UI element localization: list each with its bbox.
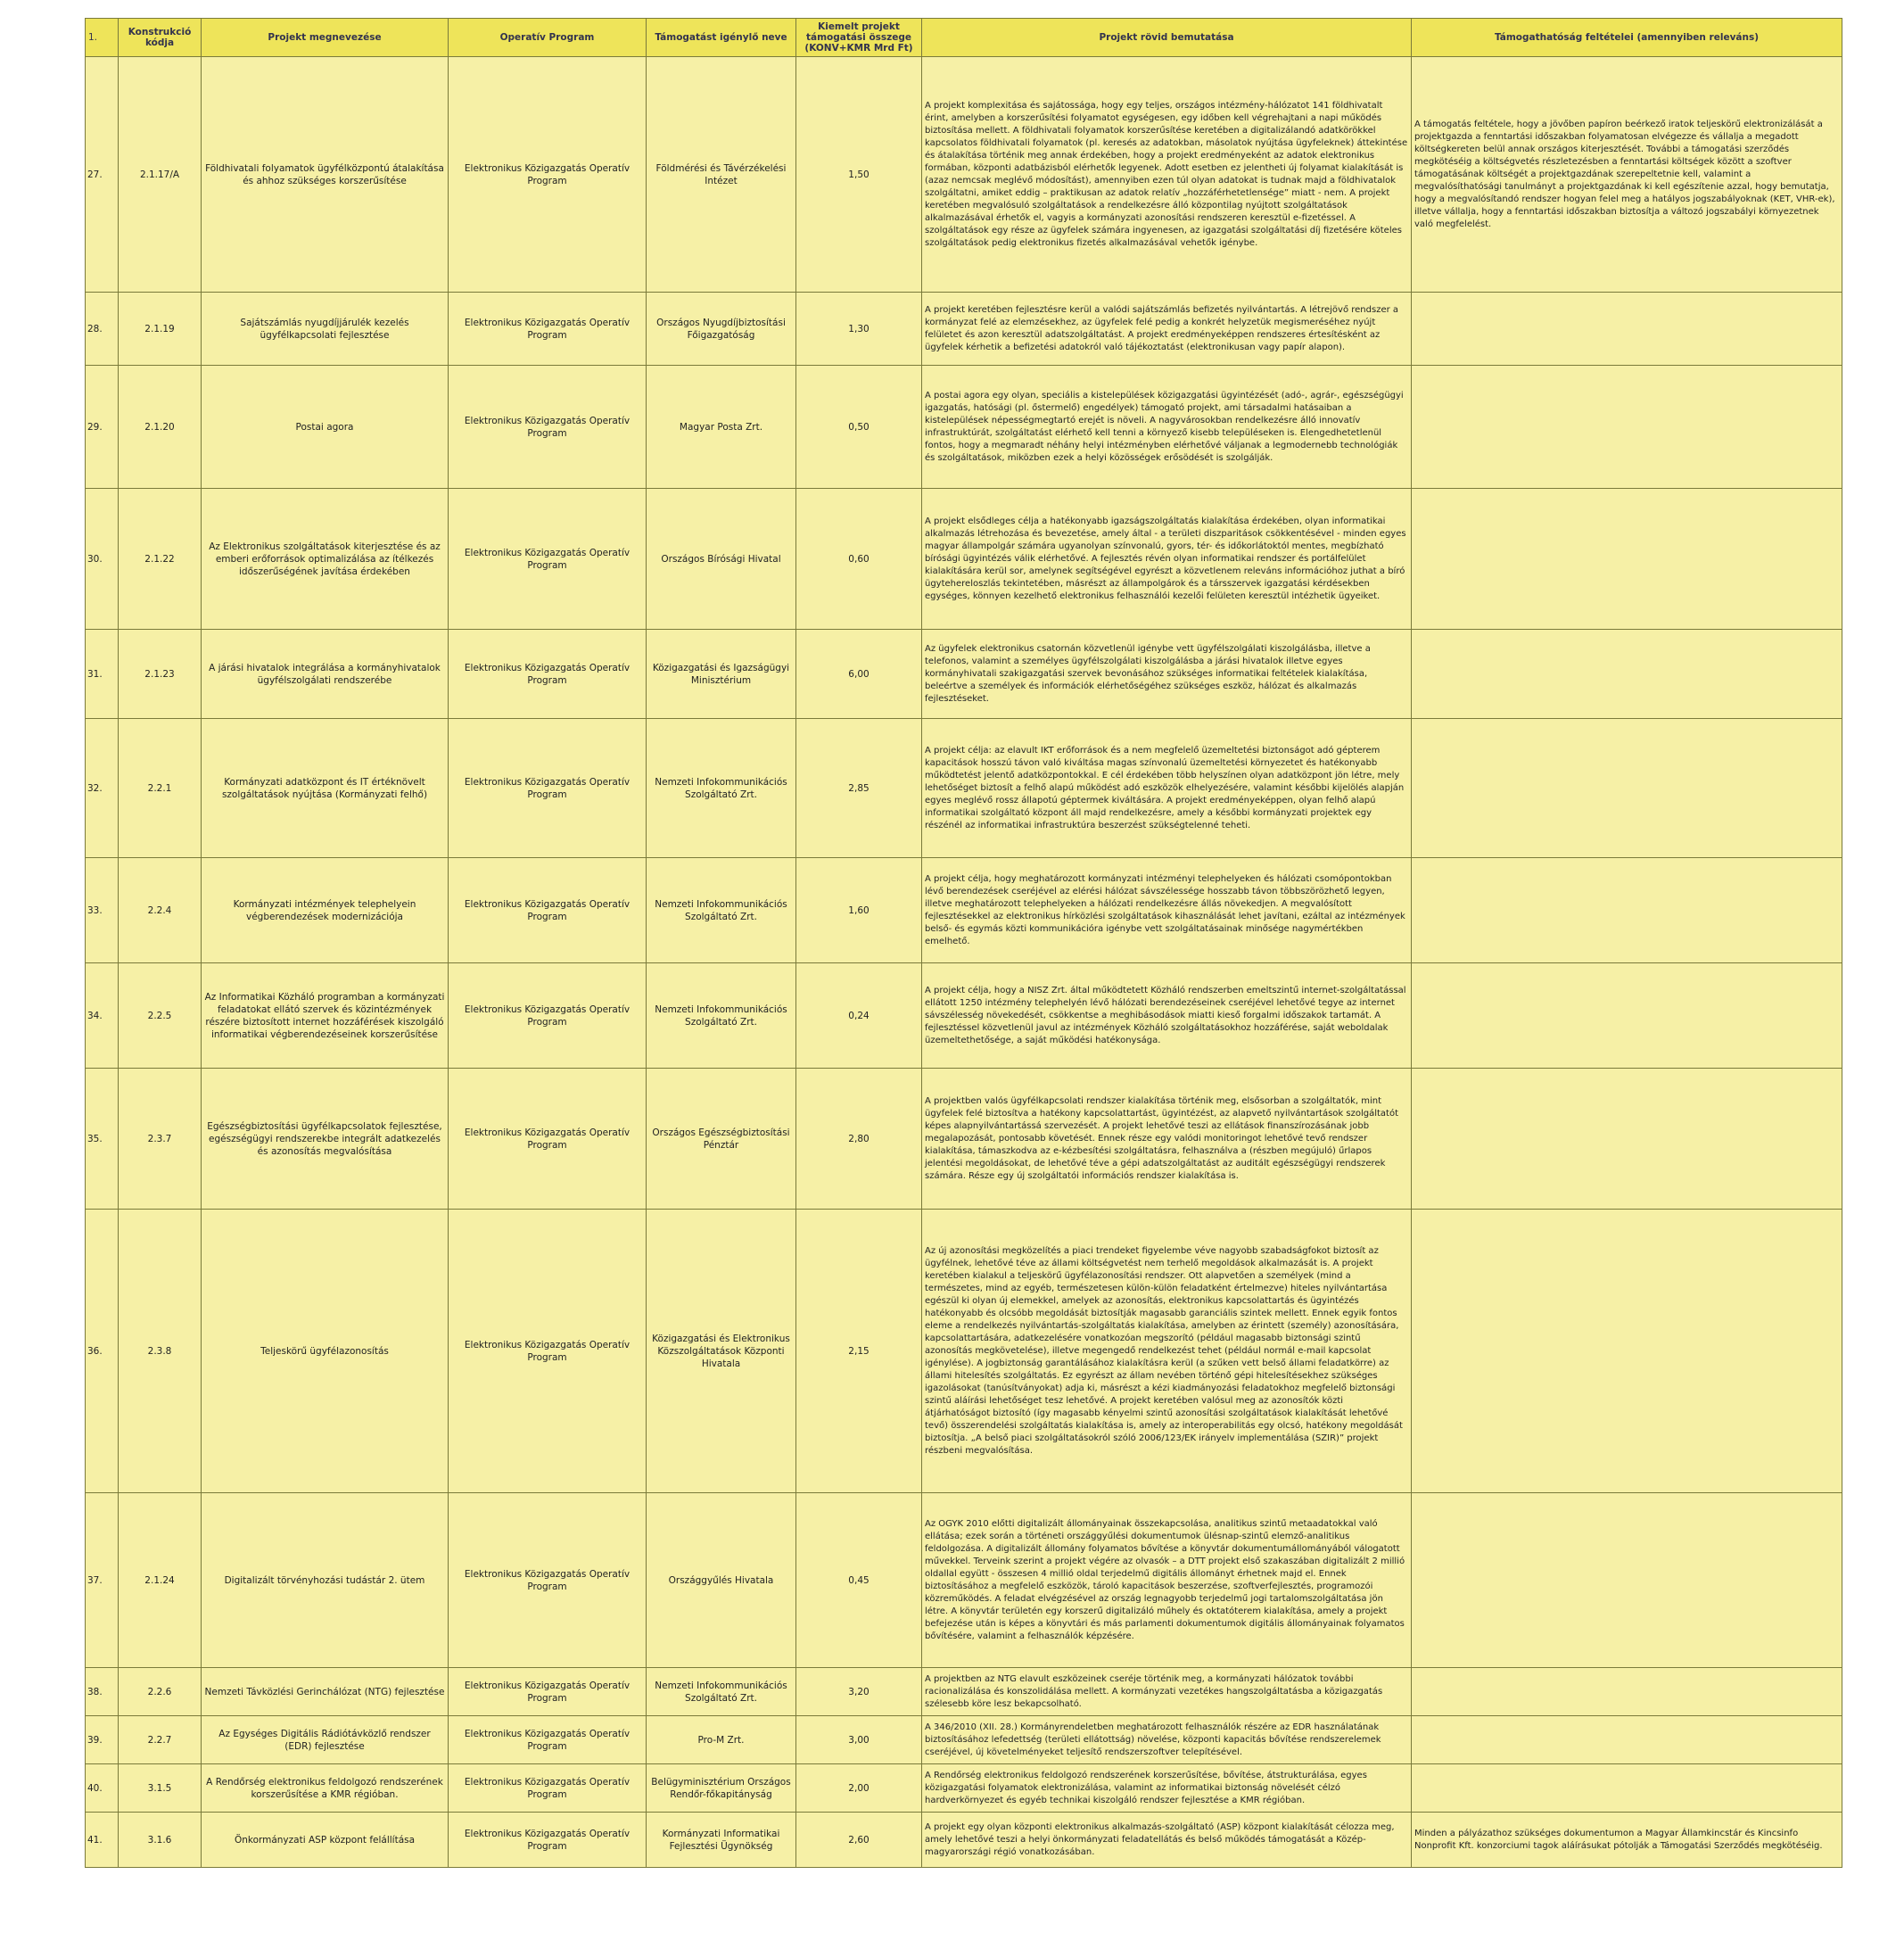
row-number: 29. xyxy=(86,366,119,489)
support-conditions xyxy=(1412,1069,1842,1210)
row-number: 32. xyxy=(86,719,119,858)
support-conditions xyxy=(1412,963,1842,1069)
project-description: A projekt célja: az elavult IKT erőforrások és a nem megfelelő üzemeltetési biztonságot adó gépterem kapacitások hosszú távon való kiváltása magas színvonalú üzemeltetési környezetet és hatékonyabb működtetést jelentő adatközpontokkal. E cél érdekében több helyszínen olyan adatközpont jön létre, mely lehetőséget biztosít a felhő alapú működést adó eszközök elhelyezésére, valamint későbbi kijelölés alapján egyes meglévő rossz állapotú géptermek kiváltására. A projekt eredményeképpen, olyan felhő alapú informatikai szolgáltató központ áll majd rendelkezésre, amely a későbbi kormányzati projektek egy részénél az informatikai infrastruktúra beszerzést szükségtelenné teheti. xyxy=(922,719,1412,858)
table-row xyxy=(86,293,1842,366)
table-row xyxy=(86,1493,1842,1668)
construction-code: 3.1.5 xyxy=(119,1764,202,1813)
row-number: 34. xyxy=(86,963,119,1069)
row-number: 28. xyxy=(86,293,119,366)
row-number: 39. xyxy=(86,1716,119,1764)
row-number: 36. xyxy=(86,1210,119,1493)
construction-code: 2.1.19 xyxy=(119,293,202,366)
operative-program: Elektronikus Közigazgatás Operatív Program xyxy=(449,57,647,293)
table-row xyxy=(86,858,1842,963)
construction-code: 2.3.8 xyxy=(119,1210,202,1493)
project-name: Sajátszámlás nyugdíjjárulék kezelés ügyfélkapcsolati fejlesztése xyxy=(202,293,449,366)
operative-program: Elektronikus Közigazgatás Operatív Program xyxy=(449,963,647,1069)
project-description: A Rendőrség elektronikus feldolgozó rendszerének korszerűsítése, bővítése, átstrukturálása, egyes közigazgatási folyamatok elektronizálása, valamint az informatikai biztonság növelését célzó hardverkörnyezet és egyéb technikai kiszolgáló rendszer fejlesztése a KMR régióban. xyxy=(922,1764,1412,1813)
row-number: 33. xyxy=(86,858,119,963)
project-name: Kormányzati intézmények telephelyein végberendezések modernizációja xyxy=(202,858,449,963)
header-description: Projekt rövid bemutatása xyxy=(922,19,1412,57)
operative-program: Elektronikus Közigazgatás Operatív Program xyxy=(449,1210,647,1493)
project-name: Postai agora xyxy=(202,366,449,489)
table-row xyxy=(86,57,1842,293)
applicant-name: Kormányzati Informatikai Fejlesztési Ügynökség xyxy=(647,1813,796,1868)
header-amount: Kiemelt projekt támogatási összege (KONV+KMR Mrd Ft) xyxy=(796,19,922,57)
row-number: 35. xyxy=(86,1069,119,1210)
support-conditions xyxy=(1412,1764,1842,1813)
support-conditions xyxy=(1412,1668,1842,1716)
applicant-name: Országos Bírósági Hivatal xyxy=(647,489,796,630)
project-description: A projekt elsődleges célja a hatékonyabb igazságszolgáltatás kialakítása érdekében, olyan informatikai alkalmazás létrehozása és bevezetése, amely által - a területi diszparitások csökkentésével - minden egyes magyar állampolgár számára ugyanolyan színvonalú, gyors, tér- és időkorlátoktól mentes, megbízható bírósági ügyintézés válik elérhetővé. A fejlesztés révén olyan informatikai rendszer és portálfelület kialakítására kerül sor, amelynek segítségével egyrészt a közvetlenem releváns információhoz juthat a bíró ügytehereloszlás tekintetében, másrészt az állampolgárok és a társszervek igazgatási kérdésekben egységes, könnyen kezelhető elektronikus felhasználói kezelői felületen keresztül intézhetik ügyeiket. xyxy=(922,489,1412,630)
support-amount: 3,20 xyxy=(796,1668,922,1716)
header-name: Projekt megnevezése xyxy=(202,19,449,57)
table-row xyxy=(86,719,1842,858)
header-conditions: Támogathatóság feltételei (amennyiben releváns) xyxy=(1412,19,1842,57)
applicant-name: Földmérési és Távérzékelési Intézet xyxy=(647,57,796,293)
operative-program: Elektronikus Közigazgatás Operatív Program xyxy=(449,1764,647,1813)
support-conditions xyxy=(1412,1210,1842,1493)
table-row xyxy=(86,1069,1842,1210)
applicant-name: Nemzeti Infokommunikációs Szolgáltató Zrt. xyxy=(647,963,796,1069)
operative-program: Elektronikus Közigazgatás Operatív Program xyxy=(449,489,647,630)
row-number: 37. xyxy=(86,1493,119,1668)
support-conditions: Minden a pályázathoz szükséges dokumentumon a Magyar Államkincstár és Kincsinfo Nonprofit Kft. konzorciumi tagok aláírásukat pótolják a Támogatási Szerződés megkötéséig. xyxy=(1412,1813,1842,1868)
operative-program: Elektronikus Közigazgatás Operatív Program xyxy=(449,630,647,719)
support-amount: 1,60 xyxy=(796,858,922,963)
support-amount: 2,15 xyxy=(796,1210,922,1493)
applicant-name: Nemzeti Infokommunikációs Szolgáltató Zrt. xyxy=(647,1668,796,1716)
applicant-name: Magyar Posta Zrt. xyxy=(647,366,796,489)
applicant-name: Pro-M Zrt. xyxy=(647,1716,796,1764)
table-row xyxy=(86,489,1842,630)
project-table xyxy=(85,18,1842,1868)
project-description: A projekt célja, hogy a NISZ Zrt. által működtetett Közháló rendszerben emeltszintű internet-szolgáltatással ellátott 1250 intézmény telephelyén lévő hálózati berendezéseinek cseréjével lehetővé tegye az internet sávszélesség növekedését, csökkentse a meghibásodások miatti kieső forgalmi időszakok tartamát. A fejlesztéssel közvetlenül javul az intézmények Közháló szolgáltatásokhoz hozzáférése, saját weboldalak üzemeltethetősége, a saját működési hatékonysága. xyxy=(922,963,1412,1069)
support-amount: 3,00 xyxy=(796,1716,922,1764)
table-row xyxy=(86,1668,1842,1716)
header-no: 1. xyxy=(86,19,119,57)
project-name: Földhivatali folyamatok ügyfélközpontú átalakítása és ahhoz szükséges korszerűsítése xyxy=(202,57,449,293)
operative-program: Elektronikus Közigazgatás Operatív Program xyxy=(449,293,647,366)
project-description: Az új azonosítási megközelítés a piaci trendeket figyelembe véve nagyobb szabadságfokot biztosít az ügyfélnek, lehetővé téve az állami költségvetést nem terhelő megoldások alkalmazását is. A projekt keretében kialakul a teljeskörű ügyfélazonosítási rendszer. Ott alapvetően a személyek (mind a természetes, mind az egyéb, természetesen külön-külön feladatként értelmezve) hiteles nyilvántartása egészül ki olyan új elemekkel, amelyek az azonosítás, elektronikus kapcsolattartás és ügyintézés hatékonyabb és olcsóbb megoldását biztosítják magasabb garanciális szintek mellett. Ennek egyik fontos eleme a rendelkezés nyilvántartás-szolgáltatás kialakítása, amelyben az érintett (személy) azonosítására, kapcsolattartására, adatkezelésére vonatkozóan megszorító (például magasabb biztonsági szintű azonosítás megkövetelése), illetve megengedő rendelkezést tehet (például normál e-mail kapcsolat igénylése). A jogbiztonság garantálásához kialakításra kerül (a szűken vett belső állami feladatkörre) az állami hitelesítés szolgáltatás. Ez egyrészt az állam nevében történő gépi hitelesítésekhez szükséges igazolásokat (tanúsítványokat) adja ki, másrészt a kézi kiadmányozási feladatokhoz megfelelő biztonsági szintű aláírási lehetőséget tesz lehetővé. A projekt keretében valósul meg az azonosítók közti átjárhatóságot biztosító (így magasabb kényelmi szintű azonosítási szolgáltatások kialakítását lehetővé tevő) összerendelési szolgáltatás kialakítása is, amely az interoperabilitás egy olcsó, hatékony megoldását biztosítja. „A belső piaci szolgáltatásokról szóló 2006/123/EK irányelv implementálása (SZIR)” projekt részbeni megvalósítása. xyxy=(922,1210,1412,1493)
table-row xyxy=(86,1210,1842,1493)
support-amount: 1,30 xyxy=(796,293,922,366)
operative-program: Elektronikus Közigazgatás Operatív Program xyxy=(449,719,647,858)
construction-code: 2.2.6 xyxy=(119,1668,202,1716)
row-number: 30. xyxy=(86,489,119,630)
support-amount: 0,60 xyxy=(796,489,922,630)
construction-code: 2.2.1 xyxy=(119,719,202,858)
project-description: A projekt komplexitása és sajátossága, hogy egy teljes, országos intézmény-hálózatot 141 földhivatalt érint, amelyben a korszerűsítési folyamatot egységesen, egy időben kell végrehajtani a napi működés biztosítása mellett. A földhivatali folyamatok korszerűsítése keretében a digitalizálandó adatkörökkel kapcsolatos földhivatali folyamatok (pl. keresés az adatokban, másolatok nyújtása ügyfeleknek) áttekintése és átalakítása történik meg annak érdekében, hogy a projekt eredményeként az adatok elektronikus formában, központi adatbázisból elérhetők legyenek. Adott esetben ez jelentheti új folyamat kialakítását is (azaz nemcsak meglévő módosítást), amennyiben ezen túl olyan adatokat is tudnak majd a földhivatalok szolgáltatni, amiket eddig – praktikusan az adatok relatív „hozzáférhetetlensége” miatt - nem. A projekt keretében megvalósuló szolgáltatások a rendelkezésre álló központilag nyújtott szolgáltatások alkalmazásával érhetők el, vagyis a kormányzati azonosítási rendszeren keresztül e-fizetéssel. A szolgáltatások egy része az ügyfelek számára ingyenesen, az igazgatási szolgáltatási díj fizetésére köteles szolgáltatások pedig elektronikus fizetés alkalmazásával vehetők igénybe. xyxy=(922,57,1412,293)
header-row xyxy=(86,19,1842,57)
project-description: A projekt célja, hogy meghatározott kormányzati intézményi telephelyeken és hálózati csomópontokban lévő berendezések cseréjével az elérési hálózat sávszélessége hosszabb távon többszörözhető legyen, illetve meghatározott telephelyeken a hálózati rendelkezésre állás növekedjen. A megvalósított fejlesztésekkel az elektronikus hírközlési szolgáltatások kihasználását lehet javítani, ezáltal az intézmények belső- és egymás közti kommunikációra igénybe vett szolgáltatásainak minősége nagymértékben emelhető. xyxy=(922,858,1412,963)
table-row xyxy=(86,1716,1842,1764)
row-number: 27. xyxy=(86,57,119,293)
project-description: A projektben az NTG elavult eszközeinek cseréje történik meg, a kormányzati hálózatok további racionalizálása és konszolidálása mellett. A kormányzati vezetékes hangszolgáltatásba a közigazgatás szélesebb köre lesz bekapcsolható. xyxy=(922,1668,1412,1716)
construction-code: 2.1.23 xyxy=(119,630,202,719)
row-number: 38. xyxy=(86,1668,119,1716)
support-conditions xyxy=(1412,858,1842,963)
applicant-name: Közigazgatási és Igazságügyi Minisztérium xyxy=(647,630,796,719)
construction-code: 2.3.7 xyxy=(119,1069,202,1210)
operative-program: Elektronikus Közigazgatás Operatív Program xyxy=(449,1069,647,1210)
support-amount: 0,45 xyxy=(796,1493,922,1668)
table-row xyxy=(86,366,1842,489)
row-number: 40. xyxy=(86,1764,119,1813)
header-applicant: Támogatást igénylő neve xyxy=(647,19,796,57)
row-number: 31. xyxy=(86,630,119,719)
header-program: Operatív Program xyxy=(449,19,647,57)
support-conditions xyxy=(1412,1716,1842,1764)
table-row xyxy=(86,963,1842,1069)
support-amount: 2,00 xyxy=(796,1764,922,1813)
project-description: Az OGYK 2010 előtti digitalizált állományainak összekapcsolása, analitikus szintű metaadatokkal való ellátása; ezek során a történeti országgyűlési dokumentumok ülésnap-szintű elemző-analitikus feldolgozása. A digitalizált állomány folyamatos bővítése a könyvtár dokumentumállományából válogatott művekkel. Terveink szerint a projekt végére az olvasók – a DTT projekt első szakaszában digitalizált 2 millió oldallal együtt - összesen 4 millió oldal terjedelmű digitális állományt érhetnek majd el. Ennek biztosításához a megfelelő eszközök, tároló kapacitások beszerzése, szoftverfejlesztés, programozói közreműködés. A feladat elvégzésével az ország legnagyobb terjedelmű jogi tartalomszolgáltatása jön létre. A könyvtár területén egy korszerű digitalizáló műhely és oktatóterem kialakítása, amely a projekt befejezése után is képes a könyvtári és más parlamenti dokumentumok digitális állományainak folyamatos bővítésére, valamint a felhasználók képzésére. xyxy=(922,1493,1412,1668)
project-name: Az Egységes Digitális Rádiótávközlő rendszer (EDR) fejlesztése xyxy=(202,1716,449,1764)
construction-code: 2.2.4 xyxy=(119,858,202,963)
header-code: Konstrukció kódja xyxy=(119,19,202,57)
construction-code: 3.1.6 xyxy=(119,1813,202,1868)
project-description: A 346/2010 (XII. 28.) Kormányrendeletben meghatározott felhasználók részére az EDR használatának biztosításához lefedettség (területi ellátottság) növelése, központi kapacitás bővítése rendszerelemek cseréjével, új követelményeket teljesítő rendszerszoftver telepítésével. xyxy=(922,1716,1412,1764)
support-amount: 6,00 xyxy=(796,630,922,719)
construction-code: 2.2.5 xyxy=(119,963,202,1069)
project-name: Nemzeti Távközlési Gerinchálózat (NTG) fejlesztése xyxy=(202,1668,449,1716)
construction-code: 2.1.17/A xyxy=(119,57,202,293)
project-name: A Rendőrség elektronikus feldolgozó rendszerének korszerűsítése a KMR régióban. xyxy=(202,1764,449,1813)
operative-program: Elektronikus Közigazgatás Operatív Program xyxy=(449,366,647,489)
project-name: Digitalizált törvényhozási tudástár 2. ütem xyxy=(202,1493,449,1668)
support-conditions xyxy=(1412,366,1842,489)
project-name: Önkormányzati ASP központ felállítása xyxy=(202,1813,449,1868)
project-name: Az Elektronikus szolgáltatások kiterjesztése és az emberi erőforrások optimalizálása az ítélkezés időszerűségének javítása érdekében xyxy=(202,489,449,630)
support-amount: 0,50 xyxy=(796,366,922,489)
operative-program: Elektronikus Közigazgatás Operatív Program xyxy=(449,1493,647,1668)
applicant-name: Közigazgatási és Elektronikus Közszolgáltatások Központi Hivatala xyxy=(647,1210,796,1493)
applicant-name: Belügyminisztérium Országos Rendőr-főkapitányság xyxy=(647,1764,796,1813)
construction-code: 2.1.24 xyxy=(119,1493,202,1668)
construction-code: 2.1.20 xyxy=(119,366,202,489)
support-amount: 0,24 xyxy=(796,963,922,1069)
project-description: A projekt egy olyan központi elektronikus alkalmazás-szolgáltató (ASP) központ kialakítását célozza meg, amely lehetővé teszi a helyi önkormányzati feladatellátás és belső működés támogatását a Közép-magyarországi régió vonatkozásában. xyxy=(922,1813,1412,1868)
project-description: A postai agora egy olyan, speciális a kistelepülések közigazgatási ügyintézését (adó-, agrár-, egészségügyi igazgatás, hatósági (pl. őstermelő) engedélyek) támogató projekt, ami társadalmi hatásaiban a kistelepülések népességmegtartó erejét is növeli. A nagyvárosokban rendelkezésre álló innovatív infrastruktúrát, szolgáltatást elérhető kell tenni a környező kisebb településeken is. Elengedhetetlenül fontos, hogy a megmaradt néhány helyi intézményben elérhetővé váljanak a legmodernebb technológiák és szolgáltatások, miközben ezek a helyi közösségek erősödését is szolgálják. xyxy=(922,366,1412,489)
table-row xyxy=(86,1813,1842,1868)
support-amount: 2,60 xyxy=(796,1813,922,1868)
table-row xyxy=(86,630,1842,719)
support-conditions xyxy=(1412,719,1842,858)
table-row xyxy=(86,1764,1842,1813)
project-description: A projekt keretében fejlesztésre kerül a valódi sajátszámlás befizetés nyilvántartás. A létrejövő rendszer a kormányzat felé az elemzésekhez, az ügyfelek felé pedig a konkrét helyzetük megismeréséhez nyújt felületet és azon keresztül adatszolgáltatást. A projekt eredményeképpen rendszeres értesítésként az ügyfelek kérhetik a befizetési adatokról való tájékoztatást (elektronikusan vagy papír alapon). xyxy=(922,293,1412,366)
applicant-name: Országgyűlés Hivatala xyxy=(647,1493,796,1668)
support-amount: 1,50 xyxy=(796,57,922,293)
construction-code: 2.2.7 xyxy=(119,1716,202,1764)
support-conditions: A támogatás feltétele, hogy a jövőben papíron beérkező iratok teljeskörű elektronizálását a projektgazda a fenntartási időszakban folyamatosan elvégezze és vállalja a megadott költségkereten belül annak országos kiterjesztését. További a támogatási szerződés megkötéséig a költségvetés részletezésben a fenntartási költségek között a szoftver támogatásának költségét a projektgazdának szerepeltetnie kell, valamint a megvalósíthatósági tanulmányt a projektgazdának ki kell egészítenie azzal, hogy bemutatja, hogy a megvalósítandó rendszer hogyan felel meg a hatályos jogszabályoknak (KET, VHR-ek), illetve vállalja, hogy a fenntartási időszakban biztosítja a változó jogszabályi környezetnek való megfelelést. xyxy=(1412,57,1842,293)
operative-program: Elektronikus Közigazgatás Operatív Program xyxy=(449,1716,647,1764)
project-name: Egészségbiztosítási ügyfélkapcsolatok fejlesztése, egészségügyi rendszerekbe integrált adatkezelés és azonosítás megvalósítása xyxy=(202,1069,449,1210)
operative-program: Elektronikus Közigazgatás Operatív Program xyxy=(449,1668,647,1716)
support-amount: 2,85 xyxy=(796,719,922,858)
applicant-name: Országos Nyugdíjbiztosítási Főigazgatóság xyxy=(647,293,796,366)
operative-program: Elektronikus Közigazgatás Operatív Program xyxy=(449,858,647,963)
operative-program: Elektronikus Közigazgatás Operatív Program xyxy=(449,1813,647,1868)
project-name: A járási hivatalok integrálása a kormányhivatalok ügyfélszolgálati rendszerébe xyxy=(202,630,449,719)
support-conditions xyxy=(1412,489,1842,630)
project-description: Az ügyfelek elektronikus csatornán közvetlenül igénybe vett ügyfélszolgálati kiszolgálásba, illetve a telefonos, valamint a személyes ügyfélszolgálati kiszolgálásba a járási hivatalok illetve egyes kormányhivatali szakigazgatási szervek bevonásához szükséges informatikai feltételek kialakítása, beleértve a személyek és információk elérhetőségéhez szükséges eszköz, hálózat és alkalmazás fejlesztéseket. xyxy=(922,630,1412,719)
project-name: Teljeskörű ügyfélazonosítás xyxy=(202,1210,449,1493)
support-conditions xyxy=(1412,630,1842,719)
support-conditions xyxy=(1412,1493,1842,1668)
project-name: Kormányzati adatközpont és IT értéknövelt szolgáltatások nyújtása (Kormányzati felhő) xyxy=(202,719,449,858)
applicant-name: Országos Egészségbiztosítási Pénztár xyxy=(647,1069,796,1210)
support-conditions xyxy=(1412,293,1842,366)
applicant-name: Nemzeti Infokommunikációs Szolgáltató Zrt. xyxy=(647,719,796,858)
project-name: Az Informatikai Közháló programban a kormányzati feladatokat ellátó szervek és közintézmények részére biztosított internet hozzáférések kiszolgáló informatikai végberendezéseinek korszerűsítése xyxy=(202,963,449,1069)
support-amount: 2,80 xyxy=(796,1069,922,1210)
construction-code: 2.1.22 xyxy=(119,489,202,630)
project-description: A projektben valós ügyfélkapcsolati rendszer kialakítása történik meg, elsősorban a szolgáltatók, mint ügyfelek felé biztosítva a hatékony kapcsolattartást, ügyintézést, az alapvető nyilvántartások szolgáltatót képes alapnyilvántartássá szervezését. A projekt lehetővé teszi az ellátások finanszírozásának jobb megalapozását, pontosabb követését. Ennek része egy valódi monitoringot lehetővé tevő rendszer kialakítása, támaszkodva az e-kézbesítési szolgáltatásra, felhasználva a (részben megújuló) űrlapos jelentési megoldásokat, de lehetővé téve a gépi adatszolgáltatást az auditált egészségügyi rendszerek számára. Része egy új szolgáltatói információs rendszer kialakítása is. xyxy=(922,1069,1412,1210)
row-number: 41. xyxy=(86,1813,119,1868)
applicant-name: Nemzeti Infokommunikációs Szolgáltató Zrt. xyxy=(647,858,796,963)
